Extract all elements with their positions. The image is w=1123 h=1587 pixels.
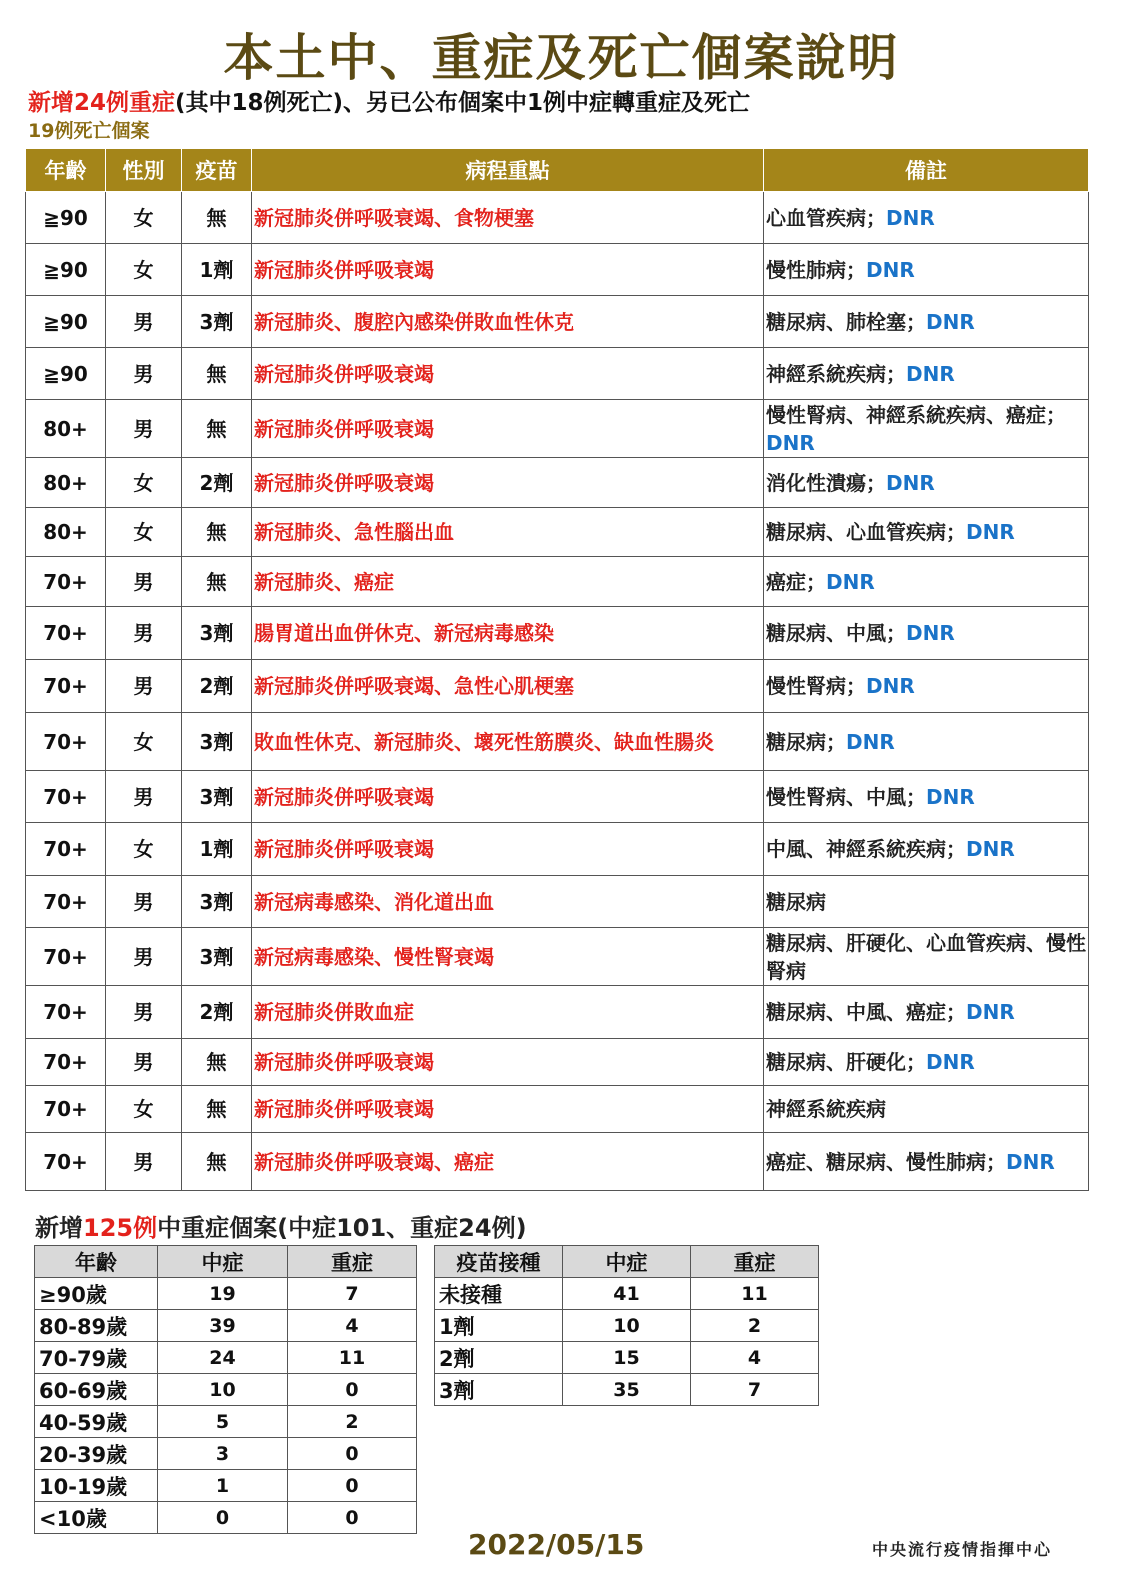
age-row — [35, 1278, 417, 1310]
case-vaccine: 無 — [182, 1133, 252, 1191]
case-dnr: DNR — [926, 1050, 975, 1074]
case-note: 消化性潰瘍； — [766, 470, 886, 495]
case-row — [26, 458, 1089, 508]
vaccine-row — [435, 1342, 819, 1374]
case-dnr: DNR — [886, 205, 935, 230]
case-note-cell — [764, 508, 1089, 557]
case-vaccine: 無 — [182, 192, 252, 244]
age-row-label: 80-89歲 — [35, 1310, 158, 1342]
age-row — [35, 1374, 417, 1406]
age-row-moderate: 1 — [158, 1470, 288, 1502]
age-header-severe: 重症 — [288, 1246, 417, 1278]
age-row-severe: 2 — [288, 1406, 417, 1438]
vaccine-row-moderate: 35 — [563, 1374, 691, 1406]
case-dnr: DNR — [906, 621, 955, 645]
age-breakdown-table — [34, 1245, 417, 1534]
case-age: 80+ — [26, 458, 106, 508]
age-row — [35, 1310, 417, 1342]
header-vaccine: 疫苗 — [182, 149, 252, 192]
case-age: 70+ — [26, 771, 106, 823]
case-note: 神經系統疾病； — [766, 361, 906, 386]
case-row — [26, 876, 1089, 928]
age-row-severe: 0 — [288, 1438, 417, 1470]
case-course: 新冠肺炎併呼吸衰竭 — [252, 400, 764, 458]
case-course: 新冠肺炎併呼吸衰竭 — [252, 771, 764, 823]
case-note-cell — [764, 876, 1089, 928]
case-course: 新冠肺炎併呼吸衰竭、食物梗塞 — [252, 192, 764, 244]
case-age: ≧90 — [26, 244, 106, 296]
case-row — [26, 192, 1089, 244]
death-cases-body — [26, 192, 1089, 1191]
case-dnr: DNR — [866, 674, 915, 698]
case-sex: 女 — [106, 458, 182, 508]
case-sex: 男 — [106, 1039, 182, 1086]
case-note-cell — [764, 660, 1089, 713]
subtitle — [28, 84, 750, 117]
case-vaccine: 3劑 — [182, 713, 252, 771]
case-note-cell — [764, 348, 1089, 400]
case-note-cell — [764, 713, 1089, 771]
age-row-severe: 4 — [288, 1310, 417, 1342]
case-age: ≧90 — [26, 192, 106, 244]
vaccine-row-severe: 4 — [691, 1342, 819, 1374]
case-sex: 男 — [106, 928, 182, 986]
section2-prefix: 新增 — [35, 1214, 83, 1242]
case-note: 糖尿病、心血管疾病； — [766, 520, 966, 544]
vaccine-row-label: 2劑 — [435, 1342, 563, 1374]
age-row — [35, 1470, 417, 1502]
case-row — [26, 508, 1089, 557]
case-sex: 女 — [106, 1086, 182, 1133]
vaccine-row-severe: 2 — [691, 1310, 819, 1342]
case-sex: 男 — [106, 771, 182, 823]
case-note: 神經系統疾病 — [766, 1097, 886, 1121]
age-row — [35, 1502, 417, 1534]
age-row-severe: 0 — [288, 1470, 417, 1502]
case-age: 80+ — [26, 508, 106, 557]
case-row — [26, 771, 1089, 823]
case-course: 新冠病毒感染、消化道出血 — [252, 876, 764, 928]
case-vaccine: 1劑 — [182, 823, 252, 876]
header-course: 病程重點 — [252, 149, 764, 192]
vaccine-row-label: 未接種 — [435, 1278, 563, 1310]
age-row — [35, 1342, 417, 1374]
case-row — [26, 244, 1089, 296]
case-note-cell — [764, 823, 1089, 876]
case-note: 糖尿病 — [766, 889, 826, 914]
subtitle-rest: (其中18例死亡)、另已公布個案中1例中症轉重症及死亡 — [175, 90, 751, 116]
case-course: 新冠肺炎、癌症 — [252, 557, 764, 607]
age-row-label: ≥90歲 — [35, 1278, 158, 1310]
case-dnr: DNR — [926, 309, 975, 334]
case-note: 糖尿病、中風、癌症； — [766, 1000, 966, 1024]
case-sex: 男 — [106, 876, 182, 928]
vaccine-row-label: 1劑 — [435, 1310, 563, 1342]
age-row-label: 20-39歲 — [35, 1438, 158, 1470]
case-vaccine: 無 — [182, 1039, 252, 1086]
case-course: 新冠肺炎併呼吸衰竭、癌症 — [252, 1133, 764, 1191]
vaccine-row — [435, 1374, 819, 1406]
case-note-cell — [764, 1133, 1089, 1191]
case-dnr: DNR — [826, 569, 875, 594]
age-row-severe: 7 — [288, 1278, 417, 1310]
vaccine-row-severe: 7 — [691, 1374, 819, 1406]
death-count-label: 19例死亡個案 — [28, 120, 150, 142]
case-age: ≧90 — [26, 296, 106, 348]
case-age: 70+ — [26, 1086, 106, 1133]
case-course: 敗血性休克、新冠肺炎、壞死性筋膜炎、缺血性腸炎 — [252, 713, 764, 771]
case-course: 腸胃道出血併休克、新冠病毒感染 — [252, 607, 764, 660]
case-dnr: DNR — [966, 1000, 1015, 1024]
case-sex: 女 — [106, 713, 182, 771]
case-note-cell — [764, 192, 1089, 244]
case-sex: 男 — [106, 557, 182, 607]
case-row — [26, 928, 1089, 986]
section2-count: 125例 — [83, 1214, 158, 1242]
case-sex: 女 — [106, 508, 182, 557]
case-vaccine: 3劑 — [182, 296, 252, 348]
case-age: 70+ — [26, 876, 106, 928]
case-age: 70+ — [26, 660, 106, 713]
case-row — [26, 296, 1089, 348]
vaccine-table-body — [435, 1278, 819, 1406]
case-note-cell — [764, 1039, 1089, 1086]
age-row-moderate: 0 — [158, 1502, 288, 1534]
age-table-header-row — [35, 1246, 417, 1278]
case-note-cell — [764, 244, 1089, 296]
case-row — [26, 1086, 1089, 1133]
age-row-moderate: 19 — [158, 1278, 288, 1310]
header-note: 備註 — [764, 149, 1089, 192]
case-row — [26, 713, 1089, 771]
organization-name: 中央流行疫情指揮中心 — [872, 1540, 1053, 1559]
case-vaccine: 無 — [182, 508, 252, 557]
case-sex: 男 — [106, 400, 182, 458]
case-note-cell — [764, 1086, 1089, 1133]
age-row-label: 10-19歲 — [35, 1470, 158, 1502]
case-age: 70+ — [26, 713, 106, 771]
case-note: 癌症、糖尿病、慢性肺病； — [766, 1149, 1006, 1174]
case-note-cell — [764, 928, 1089, 986]
case-dnr: DNR — [866, 257, 915, 282]
vaccine-header-severe: 重症 — [691, 1246, 819, 1278]
case-dnr: DNR — [846, 729, 895, 754]
age-row — [35, 1438, 417, 1470]
case-course: 新冠肺炎併呼吸衰竭、急性心肌梗塞 — [252, 660, 764, 713]
age-row-label: <10歲 — [35, 1502, 158, 1534]
case-note-cell — [764, 400, 1089, 458]
case-vaccine: 3劑 — [182, 607, 252, 660]
case-vaccine: 無 — [182, 348, 252, 400]
case-row — [26, 823, 1089, 876]
vaccine-row — [435, 1278, 819, 1310]
case-vaccine: 無 — [182, 1086, 252, 1133]
case-course: 新冠肺炎、急性腦出血 — [252, 508, 764, 557]
case-sex: 男 — [106, 1133, 182, 1191]
case-course: 新冠肺炎併呼吸衰竭 — [252, 244, 764, 296]
case-course: 新冠肺炎、腹腔內感染併敗血性休克 — [252, 296, 764, 348]
case-course: 新冠肺炎併呼吸衰竭 — [252, 1086, 764, 1133]
vaccine-row-moderate: 15 — [563, 1342, 691, 1374]
case-vaccine: 無 — [182, 557, 252, 607]
case-age: 70+ — [26, 1133, 106, 1191]
vaccine-row-severe: 11 — [691, 1278, 819, 1310]
case-note: 糖尿病、中風； — [766, 621, 906, 645]
case-course: 新冠肺炎併敗血症 — [252, 986, 764, 1039]
vaccine-row-moderate: 41 — [563, 1278, 691, 1310]
vaccine-breakdown-table — [434, 1245, 819, 1406]
case-row — [26, 986, 1089, 1039]
case-sex: 男 — [106, 607, 182, 660]
case-row — [26, 557, 1089, 607]
case-vaccine: 2劑 — [182, 986, 252, 1039]
case-note-cell — [764, 296, 1089, 348]
age-row-label: 60-69歲 — [35, 1374, 158, 1406]
case-note: 癌症； — [766, 569, 826, 594]
case-row — [26, 400, 1089, 458]
case-dnr: DNR — [906, 361, 955, 386]
death-cases-table — [25, 148, 1089, 1191]
age-table-body — [35, 1278, 417, 1534]
case-note: 心血管疾病； — [766, 205, 886, 230]
age-row — [35, 1406, 417, 1438]
case-note-cell — [764, 986, 1089, 1039]
age-row-moderate: 39 — [158, 1310, 288, 1342]
vaccine-header-moderate: 中症 — [563, 1246, 691, 1278]
case-row — [26, 348, 1089, 400]
case-course: 新冠肺炎併呼吸衰竭 — [252, 348, 764, 400]
case-note: 糖尿病、肝硬化、心血管疾病、慢性腎病 — [766, 930, 1086, 983]
case-course: 新冠肺炎併呼吸衰竭 — [252, 1039, 764, 1086]
case-sex: 男 — [106, 296, 182, 348]
age-row-moderate: 24 — [158, 1342, 288, 1374]
case-dnr: DNR — [926, 784, 975, 809]
vaccine-row — [435, 1310, 819, 1342]
case-row — [26, 1133, 1089, 1191]
vaccine-table-header-row — [435, 1246, 819, 1278]
case-age: 70+ — [26, 986, 106, 1039]
age-row-severe: 11 — [288, 1342, 417, 1374]
page-title: 本土中、重症及死亡個案說明 — [223, 29, 900, 87]
case-vaccine: 1劑 — [182, 244, 252, 296]
case-vaccine: 2劑 — [182, 660, 252, 713]
case-note: 慢性腎病； — [766, 674, 866, 698]
subtitle-highlight: 新增24例重症 — [28, 90, 176, 116]
case-vaccine: 3劑 — [182, 928, 252, 986]
case-course: 新冠肺炎併呼吸衰竭 — [252, 458, 764, 508]
header-age: 年齡 — [26, 149, 106, 192]
case-note-cell — [764, 771, 1089, 823]
case-row — [26, 660, 1089, 713]
case-vaccine: 3劑 — [182, 876, 252, 928]
case-sex: 男 — [106, 660, 182, 713]
case-note-cell — [764, 607, 1089, 660]
case-sex: 女 — [106, 244, 182, 296]
case-sex: 女 — [106, 192, 182, 244]
section2-suffix: 中重症個案(中症101、重症24例) — [157, 1214, 527, 1242]
case-sex: 男 — [106, 986, 182, 1039]
case-note: 慢性肺病； — [766, 257, 866, 282]
case-vaccine: 3劑 — [182, 771, 252, 823]
case-dnr: DNR — [766, 430, 815, 455]
case-vaccine: 2劑 — [182, 458, 252, 508]
vaccine-row-label: 3劑 — [435, 1374, 563, 1406]
case-note-cell — [764, 557, 1089, 607]
case-dnr: DNR — [1006, 1149, 1055, 1174]
case-note: 糖尿病、肝硬化； — [766, 1050, 926, 1074]
case-course: 新冠肺炎併呼吸衰竭 — [252, 823, 764, 876]
case-dnr: DNR — [966, 520, 1015, 544]
case-note: 糖尿病； — [766, 729, 846, 754]
age-header-moderate: 中症 — [158, 1246, 288, 1278]
age-row-moderate: 10 — [158, 1374, 288, 1406]
case-dnr: DNR — [886, 470, 935, 495]
age-row-moderate: 3 — [158, 1438, 288, 1470]
header-sex: 性別 — [106, 149, 182, 192]
age-row-moderate: 5 — [158, 1406, 288, 1438]
case-note-cell — [764, 458, 1089, 508]
case-row — [26, 607, 1089, 660]
age-header-age: 年齡 — [35, 1246, 158, 1278]
case-note: 糖尿病、肺栓塞； — [766, 309, 926, 334]
case-dnr: DNR — [966, 837, 1015, 861]
case-note: 慢性腎病、中風； — [766, 784, 926, 809]
case-sex: 男 — [106, 348, 182, 400]
vaccine-header-status: 疫苗接種 — [435, 1246, 563, 1278]
section2-title — [35, 1208, 527, 1243]
case-age: ≧90 — [26, 348, 106, 400]
case-age: 70+ — [26, 823, 106, 876]
death-cases-header-row — [26, 149, 1089, 192]
age-row-label: 40-59歲 — [35, 1406, 158, 1438]
report-date: 2022/05/15 — [468, 1528, 645, 1561]
case-note: 慢性腎病、神經系統疾病、癌症； — [766, 402, 1066, 427]
case-age: 80+ — [26, 400, 106, 458]
case-age: 70+ — [26, 557, 106, 607]
age-row-severe: 0 — [288, 1374, 417, 1406]
case-age: 70+ — [26, 1039, 106, 1086]
case-vaccine: 無 — [182, 400, 252, 458]
age-row-severe: 0 — [288, 1502, 417, 1534]
case-age: 70+ — [26, 928, 106, 986]
case-course: 新冠病毒感染、慢性腎衰竭 — [252, 928, 764, 986]
vaccine-row-moderate: 10 — [563, 1310, 691, 1342]
case-note: 中風、神經系統疾病； — [766, 837, 966, 861]
case-row — [26, 1039, 1089, 1086]
age-row-label: 70-79歲 — [35, 1342, 158, 1374]
case-age: 70+ — [26, 607, 106, 660]
case-sex: 女 — [106, 823, 182, 876]
